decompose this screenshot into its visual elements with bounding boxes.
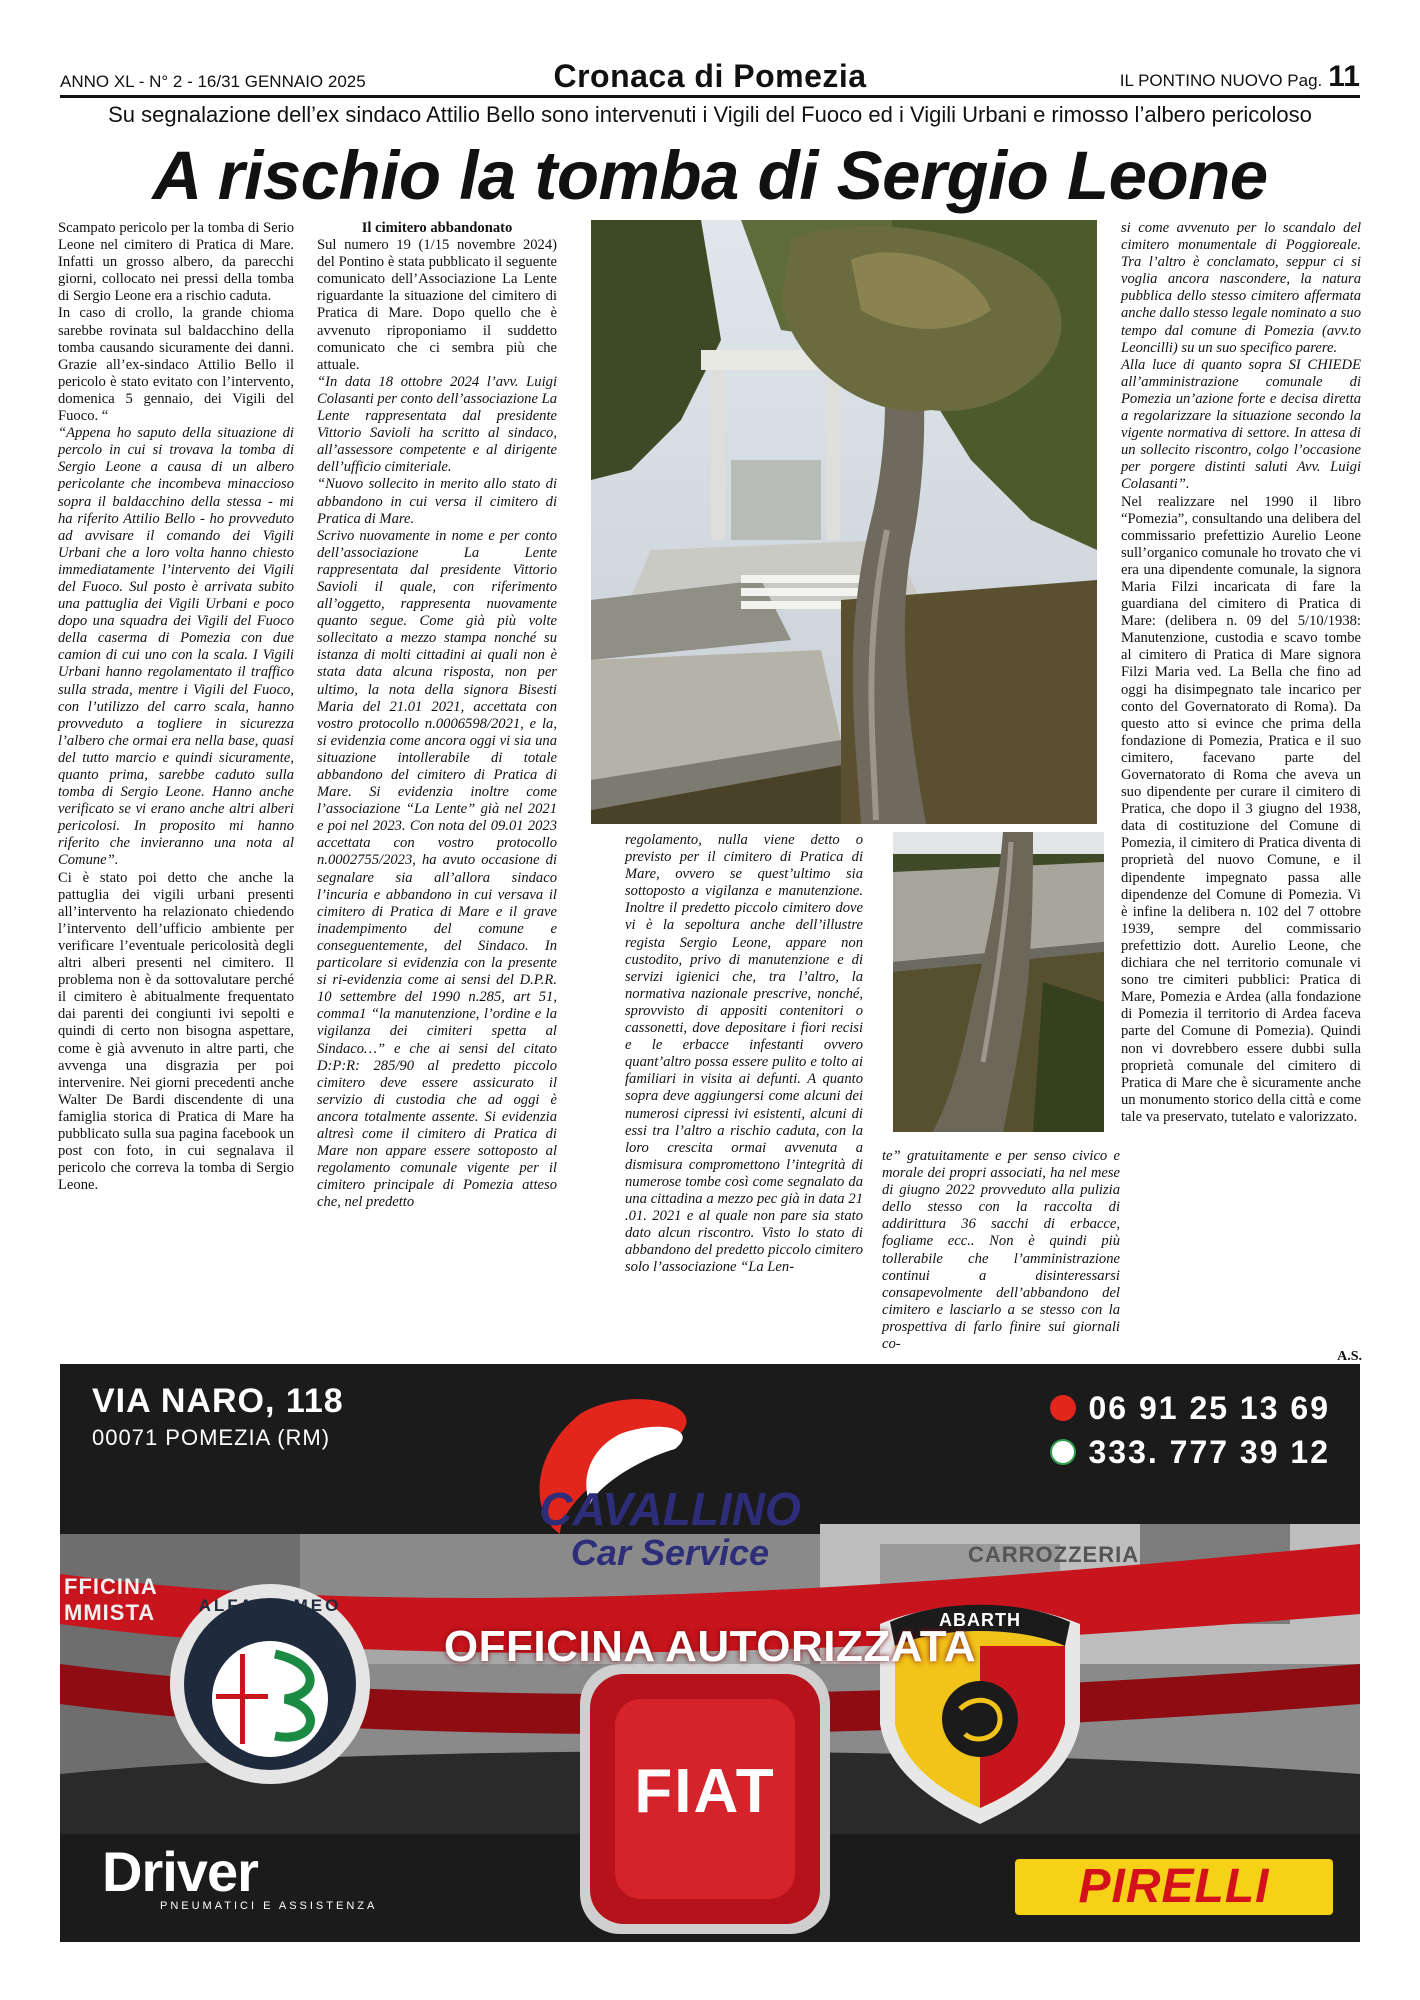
section-title: Cronaca di Pomezia [553, 58, 867, 94]
whatsapp-number: 333. 777 39 12 [1088, 1434, 1330, 1470]
quote-paragraph: Scrivo nuovamente in nome e per conto dell’associazione La Lente rappresentata dal presidente Vittorio Savioli il quale, con riferimento all’oggetto, rappresenta nuovamente quanto segue. Come già più volte sollecitato a mezzo stampa nonché su istanza di molti cittadini ai quali non è stata data alcuna risposta, non per ultimo, la nota della signora Bisesti Maria del 21.01 2021, accettata con vostro protocollo n.0006598/2021, e la, si evidenzia come ancora oggi vi sia una situazione intollerabile di totale abbandono del cimitero di Pratica di Mare. Si evidenzia inoltre come l’associazione “La Lente” già nel 2021 e poi nel 2023. Con nota del 09.01 2023 accettata con vostro protocollo n.0002755/2023, ha avuto occasione di segnalare sia all’allora sindaco l’incuria e abbandono in cui versava il cimitero di Pratica di Mare e il grave inadempimento del comune e conseguentemente, del Sindaco. In particolare si evidenzia con la presente si ri-evidenzia come ai sensi del D.P.R. 10 settembre del 1990 n.285, art 51, comma1 “la manutenzione, l’ordine e la vigilanza dei cimiteri spetta al Sindaco…” e che ai sensi del citato D:P:R: 285/90 al predetto piccolo cimitero deve essere assicurato il servizio di custodia che ad oggi è ancora totalmente assente. Si evidenzia altresì come il cimitero di Pratica di Mare non appare essere sottoposto al regolamento comunale vigente per il cimitero principale di Pomezia atteso che, nel predetto [317, 527, 557, 1211]
paragraph: Ci è stato poi detto che anche la pattuglia dei vigili urbani presenti all’intervento ha relazionato chiedendo l’intervento dell’ufficio ambiente per verificare l’eventuale pericolosità degli altri alberi presenti nel cimitero. Il problema non è da sottovalutare perché il cimitero è abitualmente frequentato dai parenti dei congiunti ivi sepolti e quindi di certo non bisogna aspettare, come è già avvenuto in altre parti, che avvenga una disgrazia per poi intervenire. Nei giorni precedenti anche Walter De Bardi discendente di una famiglia storica di Pratica di Mare ha pubblicato sulla sua pagina facebook un post con foto, in cui segnalava il pericolo che correva la tomba di Sergio Leone. [58, 869, 294, 1194]
article-column-1 [58, 220, 294, 1368]
page-number: 11 [1328, 60, 1360, 93]
subheading: Il cimitero abbandonato [361, 220, 513, 236]
article-column-5 [1121, 220, 1361, 1368]
paragraph: In caso di crollo, la grande chioma sarebbe rovinata sul baldacchino della tomba causando sicuramente dei danni. Grazie all’ex-sindaco Attilio Bello il pericolo è stato evitato con l’intervento, domenica 5 gennaio, dei Vigili del Fuoco. “ [58, 305, 294, 425]
article-headline: A rischio la tomba di Sergio Leone [152, 137, 1268, 214]
tree-base-illustration [893, 832, 1104, 1132]
article-kicker: Su segnalazione dell’ex sindaco Attilio Bello sono intervenuti i Vigili del Fuoco ed i Vigili Urbani e rimosso l’albero pericoloso [108, 102, 1312, 127]
paragraph: Scampato pericolo per la tomba di Serio Leone nel cimitero di Pratica di Mare. Infatti un grosso albero, da parecchi giorni, collocato nei pressi della tomba di Sergio Leone era a rischio caduta. [58, 220, 294, 305]
sign-mmista: MMISTA [64, 1600, 156, 1625]
tree-base-photo [893, 832, 1104, 1132]
paragraph: Nel realizzare nel 1990 il libro “Pomezia”, consultando una delibera del commissario prefettizio Aurelio Leone sull’organico comunale ho trovato che vi era una dipendente comunale, la signora Maria Filzi incaricata di fare la guardiana del cimitero di Pratica di Mare: (delibera n. 09 del 5/10/1938: Manutenzione, custodia e scavo tombe al cimitero di Pratica di Mare signora Filzi Maria ved. La Bella che fino ad oggi ha disimpegnato tale incarico per conto del Governatorato di Roma). Da questo atto si evince che prima della fondazione di Pomezia, Pratica e il suo cimitero, facevano parte del Governatorato di Roma che aveva un suo dipendente per curare il cimitero di Pratica, che dopo il 3 giugno del 1938, data di costituzione del Comune di Pomezia, il cimitero di Pratica diventa di proprietà del nuovo Comune, e il dipendente impegnato passa alle dipendenze del Comune di Pomezia. Vi è infine la delibera n. 102 del 7 ottobre 1939, sempre del commissario prefettizio dott. Aurelio Leone, che dichiara che nel territorio comunale vi sono tre cimiteri pubblici: Pratica di Mare, Pomezia e Ardea (alla fondazione di Pomezia il territorio di Ardea faceva parte del Comune di Pomezia). Quindi non vi dovrebbero essere dubbi sulla proprietà comunale del cimitero di Pratica di Mare che è sicuramente anche un monumento storico della città e come tale va preservato, tutelato e valorizzato. [1121, 493, 1361, 1125]
article-column-2 [317, 220, 557, 1368]
brand-car-service: Car Service [570, 1532, 770, 1573]
issue-info: ANNO XL - N° 2 - 16/31 GENNAIO 2025 [60, 72, 366, 91]
quote-paragraph: regolamento, nulla viene detto o previsto per il cimitero di Pratica di Mare, ovvero se quest’ultimo sia sottoposto a vigilanza e manutenzione. Inoltre il predetto piccolo cimitero dove vi è la sepoltura anche dell’illustre regista Sergio Leone, appare non custodito, privo di manutenzione e di servizi igienici che, tra l’altro, la normativa nazionale prescrive, nonché, sprovvisto di appositi contenitori o cassonetti, dove depositare i fiori recisi e le erbacce infestanti ovvero quant’altro possa essere pulito e tolto ai familiari in visita ai defunti. A quanto sopra deve aggiungersi come alcuni dei numerosi cipressi ivi esistenti, alcuni di essi tra l’altro a rischio caduta, con la loro crescita ormai avvenuta a dismisura compromettono l’integrità di numerose tombe così come segnalato da una cittadina a mezzo pec già in data 21 .01. 2021 e al quale non pare sia stato dato alcun riscontro. Visto lo stato di abbandono del predetto piccolo cimitero solo l’associazione “La Len- [625, 832, 863, 1276]
address-city: 00071 POMEZIA (RM) [92, 1425, 331, 1450]
quote-paragraph: “Appena ho saputo della situazione di percolo in cui si trovava la tomba di Sergio Leone a causa di un albero pericolante che incombeva minaccioso sopra il baldacchino della stessa - mi ha riferito Attilio Bello - ho provveduto ad avvisare il comando dei Vigili Urbani che a loro volta hanno chiesto immediatamente l’intervento dei Vigili del Fuoco. Sul posto è arrivata subito una pattuglia dei Vigili Urbani e poco dopo una squadra dei Vigili del Fuoco della caserma di Pomezia con due camion di cui uno con la scala. I Vigili Urbani hanno regolamentato il traffico sulla strada, mentre i Vigili del Fuoco, con l’utilizzo del carro scala, hanno provveduto a togliere in sicurezza l’albero che ormai era nella base, quasi del tutto marcio e quindi sicuramente, quanto prima, sarebbe caduto sulla tomba di Sergio Leone. Hanno anche verificato se vi erano anche altri alberi pericolosi. In proposito mi hanno riferito che invieranno una nota al Comune”. [58, 425, 294, 869]
tomb-photo-illustration [591, 220, 1097, 824]
driver-name: Driver [102, 1840, 258, 1903]
phone-row [1050, 1386, 1330, 1430]
author-signature: A.S. [1337, 1349, 1362, 1364]
whatsapp-row [1050, 1430, 1330, 1474]
paragraph: Sul numero 19 (1/15 novembre 2024) del Pontino è stata pubblicato il seguente comunicato dell’Associazione La Lente riguardante la situazione del cimitero di Pratica di Mare. Dopo quello che è avvenuto riproponiamo il suddetto comunicato che ci sembra più che attuale. [317, 237, 557, 373]
header-rule [60, 95, 1360, 98]
tomb-photo [591, 220, 1097, 824]
article-column-3 [625, 832, 863, 1368]
dealer-contacts [1050, 1386, 1330, 1474]
dealer-address [92, 1382, 344, 1451]
fiat-logo: FIAT [634, 1757, 776, 1826]
sign-carrozzeria: CARROZZERIA [968, 1542, 1140, 1567]
phone-number: 06 91 25 13 69 [1088, 1390, 1330, 1426]
page-header [60, 58, 1360, 94]
authorized-workshop-banner: OFFICINA AUTORIZZATA [443, 1622, 977, 1671]
article-column-4 [882, 1148, 1120, 1368]
sign-officina: FFICINA [64, 1574, 158, 1599]
quote-paragraph: “Nuovo sollecito in merito allo stato di abbandono in cui versa il cimitero di Pratica di Mare. [317, 476, 557, 527]
quote-paragraph: te” gratuitamente e per senso civico e morale dei propri associati, ha nel mese di giugno 2022 provveduto alla pulizia dello stesso con la raccolta di addirittura 36 sacchi di erbacce, fogliame ecc.. Non è quindi più tollerabile che l’amministrazione continui a disinteressarsi consapevolmente dell’abbandono del cimitero e lasciarlo a se stesso con la prospettiva di farlo finire sui giornali co- [882, 1148, 1120, 1353]
phone-icon [1050, 1395, 1076, 1421]
publication-name: IL PONTINO NUOVO Pag. [1119, 71, 1323, 90]
abarth-logo: ABARTH [939, 1610, 1021, 1630]
alfa-romeo-logo: ALFA ROMEO [198, 1596, 342, 1615]
driver-logo [102, 1840, 378, 1912]
whatsapp-icon [1050, 1439, 1076, 1465]
quote-paragraph: si come avvenuto per lo scandalo del cimitero monumentale di Poggioreale. Tra l’altro è conclamato, seppur ci si voglia ancora nascondere, la natura pubblica dello stesso cimitero affermata anche dallo stesso legale nominato a suo tempo dal comune di Pomezia (avv.to Leoncilli) su un suo specifico parere. [1121, 220, 1361, 356]
brand-cavallino: CAVALLINO [539, 1483, 801, 1535]
address-street: VIA NARO, 118 [92, 1382, 344, 1420]
advertisement [60, 1364, 1360, 1942]
quote-paragraph: “In data 18 ottobre 2024 l’avv. Luigi Colasanti per conto dell’associazione La Lente rappresentata dal presidente Vittorio Savioli ha scritto al sindaco, all’assessore competente e al dirigente dell’ufficio cimiteriale. [317, 373, 557, 476]
pirelli-logo: PIRELLI [1078, 1860, 1270, 1913]
driver-tagline: PNEUMATICI E ASSISTENZA [160, 1900, 378, 1912]
quote-paragraph: Alla luce di quanto sopra SI CHIEDE all’amministrazione comunale di Pomezia un’azione forte e decisa diretta a regolarizzare la situazione secondo la vigente normativa di settore. In attesa di un sollecito riscontro, colgo l’occasione per porgere distinti saluti Avv. Luigi Colasanti”. [1121, 356, 1361, 493]
publication-info [1120, 60, 1360, 94]
